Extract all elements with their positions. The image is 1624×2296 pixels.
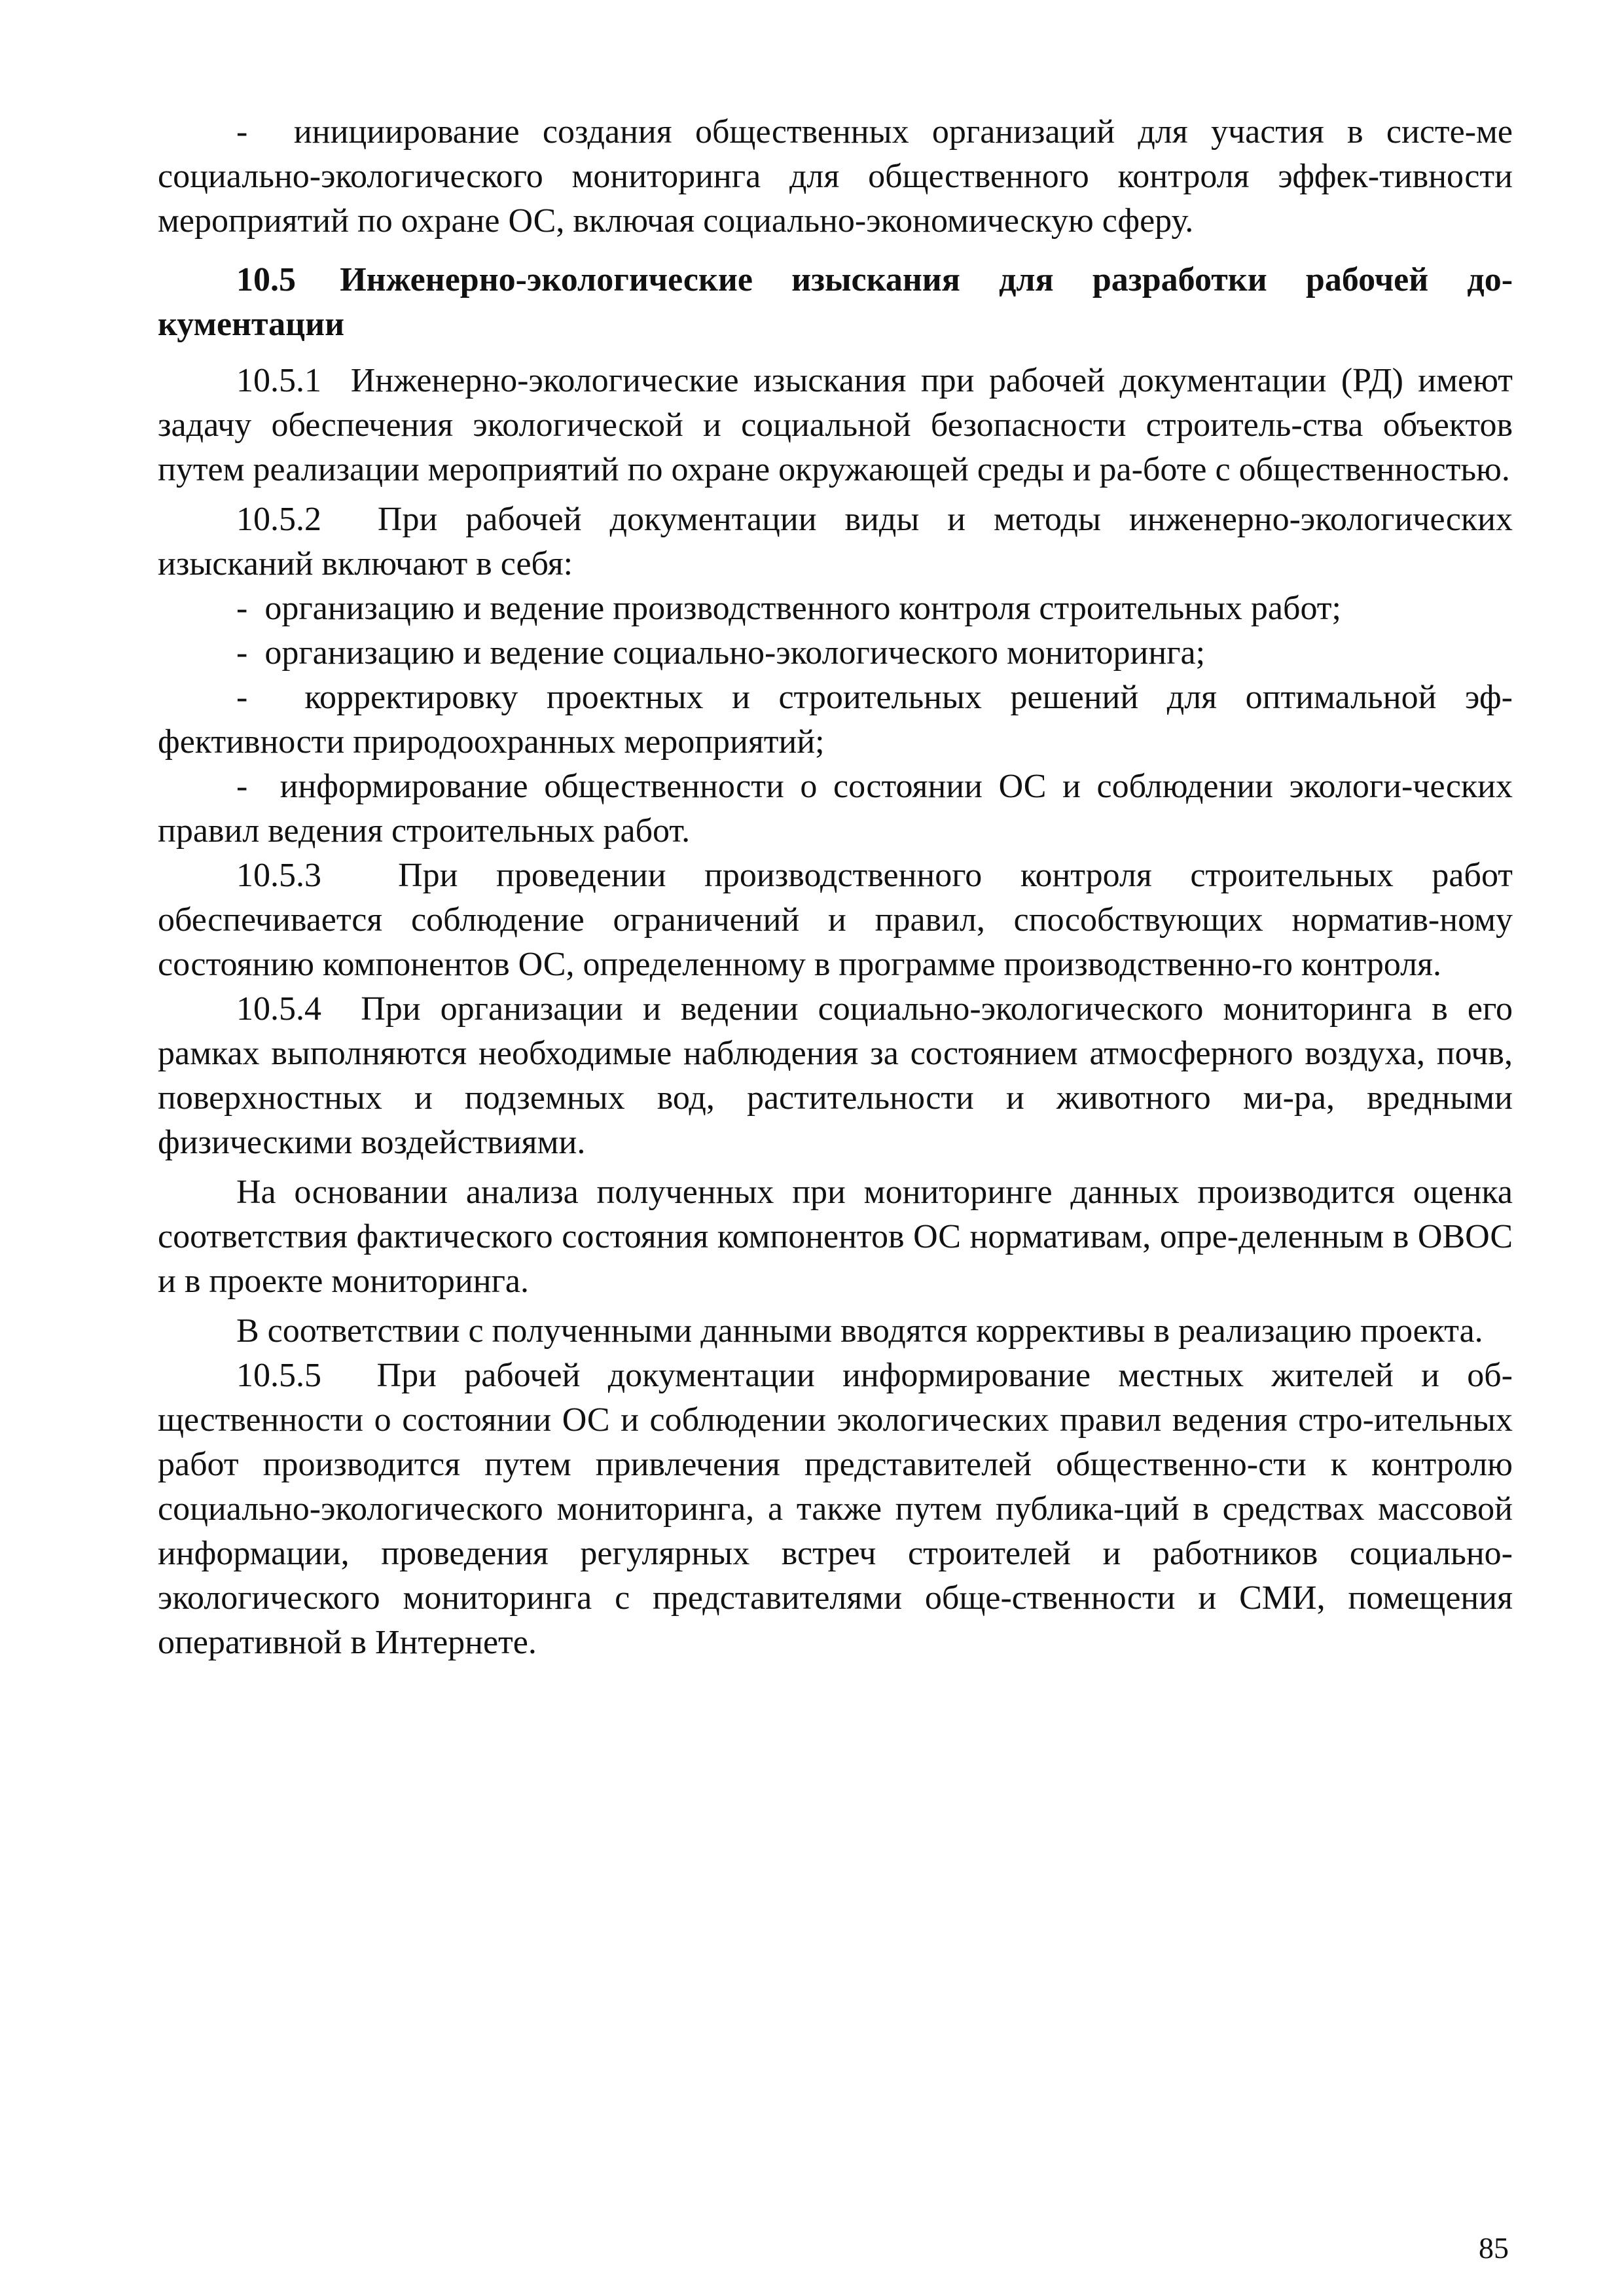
section-number: 10.5	[236, 261, 296, 298]
section-heading	[158, 258, 1513, 347]
list-item: - информирование общественности о состоянии ОС и соблюдении экологи-ческих правил ведения строительных работ.	[158, 768, 1513, 850]
intro-bullet: - инициирование создания общественных организаций для участия в систе-ме социально-экологического мониторинга для общественного контроля эффек-тивности мероприятий по охране ОС, включая социально-экономическую сферу.	[158, 113, 1513, 240]
paragraph-10-5-3: 10.5.3 При проведении производственного контроля строительных работ обеспечивается соблюдение ограничений и правил, способствующих норматив-ному состоянию компонентов ОС, определенному в программе производственно-го контроля.	[158, 857, 1513, 983]
paragraph-10-5-2: 10.5.2 При рабочей документации виды и методы инженерно-экологических изысканий включают в себя:	[158, 501, 1513, 583]
paragraph-corrections: В соответствии с полученными данными вводятся коррективы в реализацию проекта.	[236, 1312, 1483, 1350]
list-item: - организацию и ведение производственного контроля строительных работ;	[236, 590, 1341, 627]
paragraph-monitoring-analysis: На основании анализа полученных при мониторинге данных производится оценка соответствия фактического состояния компонентов ОС нормативам, опре-деленным в ОВОС и в проекте мониторинга.	[158, 1174, 1513, 1300]
list-item: - организацию и ведение социально-экологического мониторинга;	[236, 634, 1206, 672]
paragraph-10-5-4: 10.5.4 При организации и ведении социально-экологического мониторинга в его рамках выполняются необходимые наблюдения за состоянием атмосферного воздуха, почв, поверхностных и подземных вод, растительности и животного ми-ра, вредными физическими воздействиями.	[158, 990, 1513, 1161]
page-number: 85	[1479, 2231, 1509, 2265]
paragraph-10-5-5: 10.5.5 При рабочей документации информирование местных жителей и об-щественности о состоянии ОС и соблюдении экологических правил ведения стро-ительных работ производится путем привлечения представителей общественно-сти к контролю социально-экологического мониторинга, а также путем публика-ций в средствах массовой информации, проведения регулярных встреч строителей и работников социально-экологического мониторинга с представителями обще-ственности и СМИ, помещения оперативной в Интернете.	[158, 1357, 1513, 1661]
section-title: Инженерно-экологические изыскания для разработки рабочей до-кументации	[158, 261, 1513, 343]
document-page	[158, 110, 1513, 1665]
list-item: - корректировку проектных и строительных решений для оптимальной эф-фективности природоохранных мероприятий;	[158, 679, 1513, 761]
paragraph-10-5-1: 10.5.1 Инженерно-экологические изыскания при рабочей документации (РД) имеют задачу обеспечения экологической и социальной безопасности строитель-ства объектов путем реализации мероприятий по охране окружающей среды и ра-боте с общественностью.	[158, 362, 1513, 488]
